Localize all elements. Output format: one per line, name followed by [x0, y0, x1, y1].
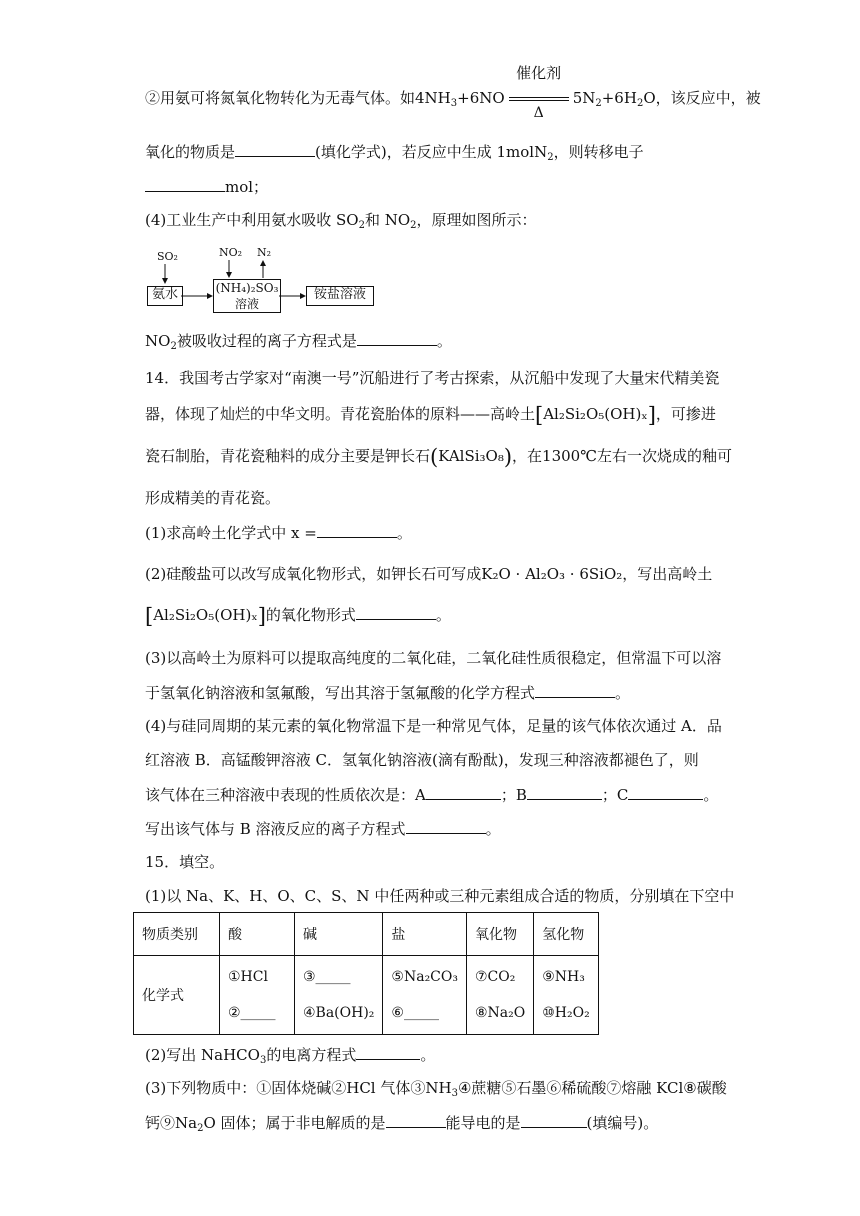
- ammonium-salt-box: 铵盐溶液: [306, 286, 374, 306]
- answer-blank[interactable]: [628, 784, 703, 800]
- table-header-cell: 氧化物: [466, 913, 533, 956]
- answer-blank[interactable]: [386, 1112, 446, 1128]
- q14-intro-line2: 器，体现了灿烂的中华文明。青花瓷胎体的原料——高岭土[Al₂Si₂O₅(OH)ₓ]，可掺进: [145, 403, 716, 427]
- q14-question4-line3: 该气体在三种溶液中表现的性质依次是：A ；B ；C 。: [145, 786, 719, 804]
- answer-blank[interactable]: [357, 330, 437, 346]
- q15-question3-line1: (3)下列物质中：①固体烧碱②HCl 气体$③NH_3④$蔗糖⑤石墨⑥稀硫酸⑦熔融 KCl⑧碳酸: [145, 1079, 727, 1099]
- table-cell-base: ③_____ ④Ba(OH)₂: [295, 956, 383, 1035]
- table-header-cell: 氢化物: [534, 913, 599, 956]
- q13-part4-line: (4)工业生产中利用氨水吸收 $SO_2$和 $NO_2$，原理如图所示：: [145, 211, 537, 231]
- reaction-condition-arrow: 催化剂 Δ: [509, 89, 569, 109]
- answer-blank[interactable]: [356, 1044, 420, 1060]
- q14-intro-line3: 瓷石制胎，青花瓷釉料的成分主要是钾长石(KAlSi₃O₈)，在1300℃左右一次烧成的釉可: [145, 445, 733, 469]
- table-header-cell: 物质类别: [134, 913, 220, 956]
- table-header-row: [134, 913, 599, 956]
- answer-blank[interactable]: [521, 1112, 587, 1128]
- table-cell-hydride: ⑨NH₃ ⑩H₂O₂: [534, 956, 599, 1035]
- table-row-label: 化学式: [134, 956, 220, 1035]
- answer-blank[interactable]: [356, 604, 436, 620]
- q13-electron-line: mol；: [145, 176, 268, 197]
- table-header-cell: 碱: [295, 913, 383, 956]
- answer-blank[interactable]: [406, 818, 486, 834]
- q14-question3-line2: 于氢氧化钠溶液和氢氟酸，写出其溶于氢氟酸的化学方程式 。: [145, 684, 631, 702]
- table-cell-oxide: ⑦CO₂ ⑧Na₂O: [466, 956, 533, 1035]
- q13-reaction-line: ②用氨可将氮氧化物转化为无毒气体。如$4NH_3+6NO$ 催化剂 Δ $5N_2+6H_2O$，该反应中，被: [145, 64, 761, 121]
- answer-blank[interactable]: [535, 682, 615, 698]
- substance-table: [133, 912, 599, 1035]
- so2-label: SO₂: [157, 250, 178, 263]
- q14-question2-line2: [Al₂Si₂O₅(OH)ₓ]的氧化物形式 。: [145, 604, 451, 628]
- q14-intro-line4: 形成精美的青花瓷。: [145, 489, 281, 507]
- table-cell-salt: ⑤Na₂CO₃ ⑥_____: [383, 956, 467, 1035]
- q15-title: 15．填空。: [145, 853, 225, 871]
- q13-oxidized-line: 氧化的物质是 (填化学式)，若反应中生成 1molN$_2$，则转移电子: [145, 143, 644, 163]
- table-header-cell: 酸: [220, 913, 295, 956]
- table-row: [134, 956, 599, 1035]
- table-header-cell: 盐: [383, 913, 467, 956]
- q15-question1: (1)以 Na、K、H、O、C、S、N 中任两种或三种元素组成合适的物质，分别填在下空中: [145, 887, 735, 905]
- n2-label: N₂: [257, 246, 272, 259]
- ammonium-sulfite-box: (NH₄)₂SO₃ 溶液: [213, 279, 281, 313]
- answer-blank[interactable]: [145, 176, 225, 192]
- answer-blank[interactable]: [317, 522, 397, 538]
- q14-intro-line1: 14．我国考古学家对“南澳一号”沉船进行了考古探索，从沉船中发现了大量宋代精美瓷: [145, 369, 720, 387]
- answer-blank[interactable]: [426, 784, 501, 800]
- q14-question1: (1)求高岭土化学式中 x = 。: [145, 524, 412, 542]
- answer-blank[interactable]: [235, 141, 315, 157]
- no2-label: NO₂: [219, 246, 243, 259]
- q15-question3-line2: 钙$⑨Na_2O$ 固体；属于非电解质的是 能导电的是 (填编号)。: [145, 1114, 659, 1134]
- answer-blank[interactable]: [527, 784, 602, 800]
- table-cell-acid: ①HCl ②_____: [220, 956, 295, 1035]
- q14-question4-line1: (4)与硅同周期的某元素的氧化物常温下是一种常见气体，足量的该气体依次通过 A．品: [145, 717, 722, 735]
- q14-question3-line1: (3)以高岭土为原料可以提取高纯度的二氧化硅，二氧化硅性质很稳定，但常温下可以溶: [145, 649, 722, 667]
- ammonia-water-box: 氨水: [147, 286, 183, 306]
- q14-question4-line2: 红溶液 B．高锰酸钾溶液 C．氢氧化钠溶液(滴有酚酞)，发现三种溶液都褪色了，则: [145, 751, 699, 769]
- q14-question4-line4: 写出该气体与 B 溶液反应的离子方程式 。: [145, 820, 501, 838]
- q14-question2-line1: (2)硅酸盐可以改写成氧化物形式，如钾长石可写成K₂O · Al₂O₃ · 6SiO₂，写出高岭土: [145, 565, 713, 583]
- q15-question2: (2)写出 NaHCO$_3$的电离方程式 。: [145, 1046, 436, 1066]
- q13-ion-equation-line: $NO_2$被吸收过程的离子方程式是 。: [145, 332, 452, 352]
- absorption-flow-diagram: [145, 246, 385, 316]
